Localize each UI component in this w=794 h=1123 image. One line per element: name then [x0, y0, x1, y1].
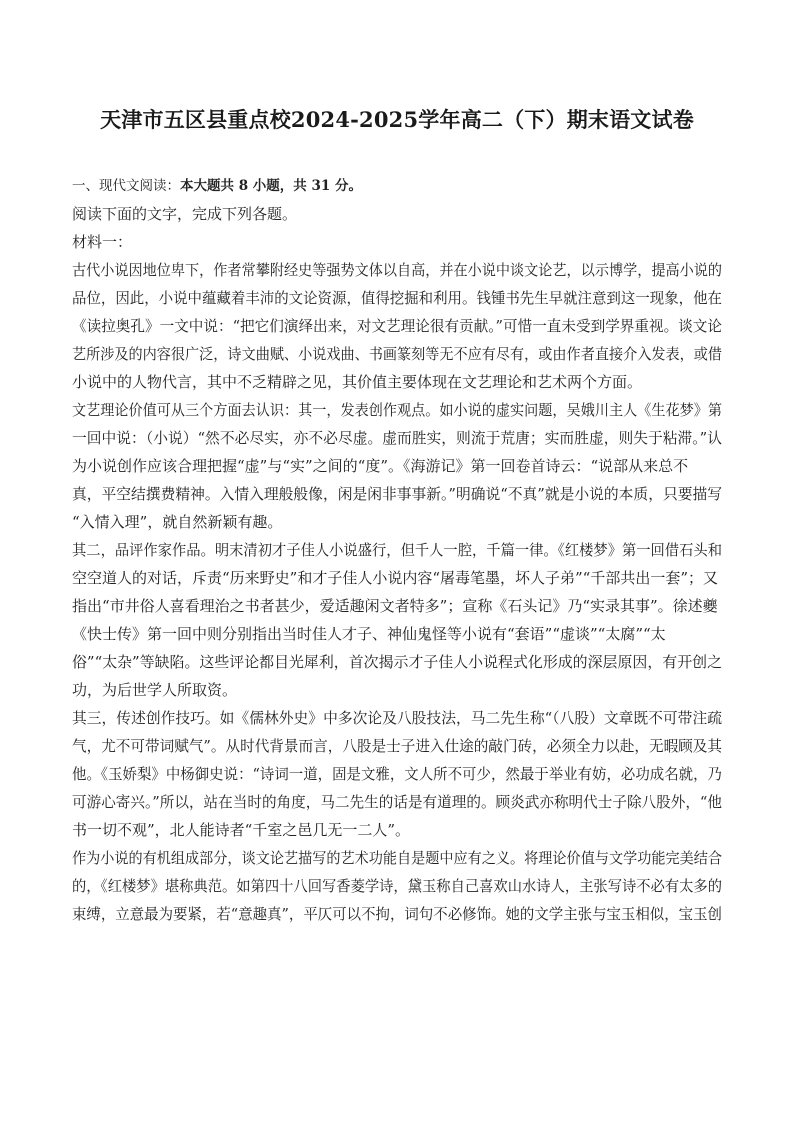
passage-line: 《读拉奥孔》一文中说：“把它们演绎出来，对文艺理论很有贡献。”可惜一直未受到学界重视。谈文论 — [72, 317, 722, 335]
document-title: 天津市五区县重点校2024-2025学年高二（下）期末语文试卷 — [100, 107, 694, 132]
passage-line: 品位，因此，小说中蕴藏着丰沛的文论资源，值得挖掘和利用。钱锺书先生早就注意到这一现象，他在 — [72, 289, 722, 307]
section-heading-detail: 本大题共 8 小题，共 31 分。 — [180, 178, 362, 194]
section-heading — [72, 172, 722, 200]
passage-line: 作为小说的有机组成部分，谈文论艺描写的艺术功能自是题中应有之义。将理论价值与文学功能完美结合 — [72, 849, 722, 867]
passage-line: 真，平空结撰费精神。入情入理般般像，闲是闲非事事新。”明确说“不真”就是小说的本质，只要描写 — [72, 485, 722, 503]
passage-paragraph — [72, 844, 722, 928]
passage-line: 为小说创作应该合理把握“虚”与“实”之间的“度”。《海游记》第一回卷首诗云：“说部从来总不 — [72, 457, 689, 475]
passage-line: 文艺理论价值可从三个方面去认识：其一，发表创作观点。如小说的虚实问题，吴娥川主人《生花梦》第 — [72, 401, 722, 419]
passage-line: 气，尤不可带词赋气”。从时代背景而言，八股是士子进入仕途的敲门砖，必须全力以赴，无暇顾及其 — [72, 737, 722, 755]
passage-line: 其三，传述创作技巧。如《儒林外史》中多次论及八股技法，马二先生称“（八股）文章既不可带注疏 — [72, 709, 722, 727]
reading-instruction: 阅读下面的文字，完成下列各题。 — [72, 205, 298, 223]
passage-paragraph — [72, 704, 722, 844]
passage-paragraph — [72, 396, 722, 536]
section-heading-prefix: 一、现代文阅读： — [72, 178, 180, 194]
passage-paragraph — [72, 536, 722, 704]
passage-line: 空空道人的对话，斥责“历来野史”和才子佳人小说内容“屠毒笔墨，坏人子弟”“千部共出一套”；又 — [72, 569, 719, 587]
material-label: 材料一： — [72, 233, 133, 251]
passage-paragraph — [72, 256, 722, 396]
passage-line: 书一切不观”，北人能诗者“千室之邑几无一二人”。 — [72, 821, 411, 839]
passage-line: 可游心寄兴。”所以，站在当时的角度，马二先生的话是有道理的。顾炎武亦称明代士子除八股外，“他 — [72, 793, 722, 811]
passage-line: 的，《红楼梦》堪称典范。如第四十八回写香菱学诗，黛玉称自己喜欢山水诗人，主张写诗不必有太多的 — [72, 877, 722, 895]
passage-line: “入情入理”，就自然新颖有趣。 — [72, 513, 283, 531]
passage-line: 其二，品评作家作品。明末清初才子佳人小说盛行，但千人一腔，千篇一律。《红楼梦》第一回借石头和 — [72, 541, 722, 559]
passage-line: 小说中的人物代言，其中不乏精辟之见，其价值主要体现在文艺理论和艺术两个方面。 — [72, 373, 643, 391]
passage — [72, 256, 722, 928]
passage-line: 他。《玉娇梨》中杨御史说：“诗词一道，固是文雅，文人所不可少，然最于举业有妨，必功成名就，乃 — [72, 765, 722, 783]
passage-line: 俗”“太杂”等缺陷。这些评论都目光犀利，首次揭示才子佳人小说程式化形成的深层原因，有开创之 — [72, 653, 722, 671]
passage-line: 艺所涉及的内容很广泛，诗文曲赋、小说戏曲、书画篆刻等无不应有尽有，或由作者直接介入发表，或借 — [72, 345, 722, 363]
passage-line: 指出“市井俗人喜看理治之书者甚少，爱适趣闲文者特多”；宣称《石头记》乃“实录其事”。徐述夔 — [72, 597, 718, 615]
passage-line: 古代小说因地位卑下，作者常攀附经史等强势文体以自高，并在小说中谈文论艺，以示博学，提高小说的 — [72, 261, 722, 279]
passage-line: 一回中说：（小说）“然不必尽实，亦不必尽虚。虚而胜实，则流于荒唐；实而胜虚，则失于粘滞。”认 — [72, 429, 722, 447]
document-body — [72, 172, 722, 928]
passage-line: 束缚，立意最为要紧，若“意趣真”，平仄可以不拘，词句不必修饰。她的文学主张与宝玉相似，宝玉创 — [72, 905, 722, 923]
passage-line: 功，为后世学人所取资。 — [72, 681, 238, 699]
passage-line: 《快士传》第一回中则分别指出当时佳人才子、神仙鬼怪等小说有“套语”“虚谈”“太腐”“太 — [72, 625, 666, 643]
